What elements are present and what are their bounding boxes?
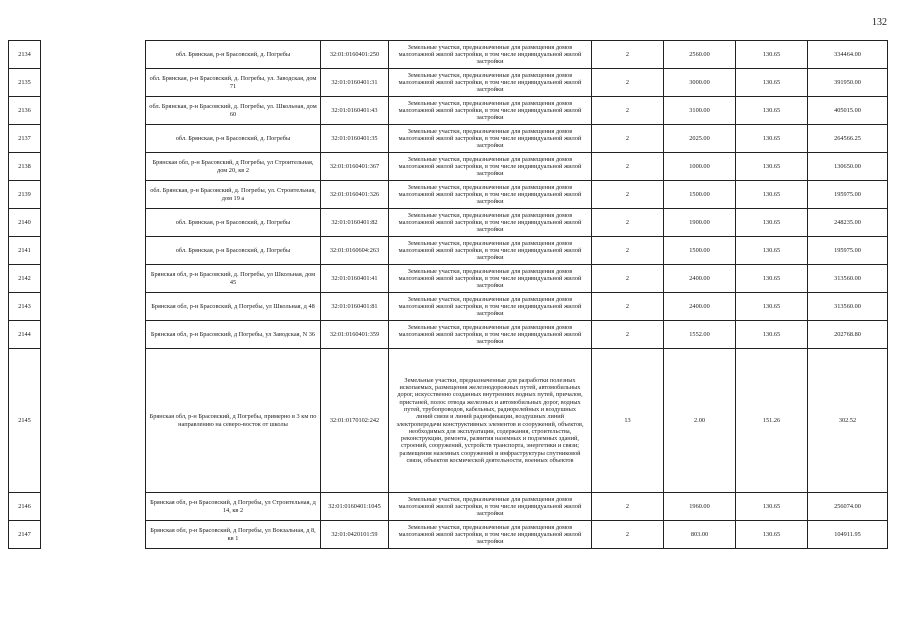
row-cadastral-value: 130650.00 (808, 153, 888, 181)
row-cadastral-value: 264566.25 (808, 125, 888, 153)
row-spacer (41, 41, 146, 69)
row-rate: 130.65 (736, 493, 808, 521)
row-address: обл. Брянская, р-н Брасовский, д. Погребы (146, 209, 321, 237)
row-area: 2025.00 (664, 125, 736, 153)
row-spacer (41, 69, 146, 97)
row-group: 2 (592, 265, 664, 293)
row-number: 2141 (9, 237, 41, 265)
row-group: 2 (592, 97, 664, 125)
row-address: обл. Брянская, р-н Брасовский, д. Погребы, ул. Школьная, дом 60 (146, 97, 321, 125)
row-group: 2 (592, 209, 664, 237)
row-rate: 130.65 (736, 125, 808, 153)
row-spacer (41, 349, 146, 493)
row-land-purpose: Земельные участки, предназначенные для размещения домов малоэтажной жилой застройки, в том числе индивидуальной жилой застройки (389, 209, 592, 237)
table-row (9, 41, 888, 69)
row-cadastral-number: 32:01:0160401:359 (321, 321, 389, 349)
row-group: 2 (592, 237, 664, 265)
row-address: Брянская обл, р-н Брасовский, д Погребы, ул Школьная, д 48 (146, 293, 321, 321)
row-land-purpose: Земельные участки, предназначенные для разработки полезных ископаемых, размещения железнодорожных путей, автомобильных дорог, искусственно созданных внутренних водных путей, причалов, пристаней, полос отвода железных и автомобильных дорог, водных путей, трубопроводов, кабельных, радиорелейных и воздушных линий связи и линий радиофикации, воздушных линий электропередачи конструктивных элементов и сооружений, объектов, необходимых для эксплуатации, содержания, строительства, реконструкции, ремонта, развития наземных и подземных зданий, строений, сооружений, устройств транспорта, энергетики и связи; размещения наземных сооружений и инфраструктуры спутниковой связи, объектов космической деятельности, военных объектов (389, 349, 592, 493)
row-rate: 130.65 (736, 293, 808, 321)
row-cadastral-value: 256074.00 (808, 493, 888, 521)
row-land-purpose: Земельные участки, предназначенные для размещения домов малоэтажной жилой застройки, в том числе индивидуальной жилой застройки (389, 237, 592, 265)
row-area: 1500.00 (664, 237, 736, 265)
row-rate: 130.65 (736, 69, 808, 97)
row-group: 2 (592, 153, 664, 181)
row-cadastral-number: 32:01:0160401:31 (321, 69, 389, 97)
table-row (9, 265, 888, 293)
table-row (9, 97, 888, 125)
row-rate: 151.26 (736, 349, 808, 493)
row-cadastral-number: 32:01:0160401:1045 (321, 493, 389, 521)
row-address: обл. Брянская, р-н Брасовский, д. Погребы (146, 237, 321, 265)
table-row (9, 237, 888, 265)
row-area: 2400.00 (664, 265, 736, 293)
row-land-purpose: Земельные участки, предназначенные для размещения домов малоэтажной жилой застройки, в том числе индивидуальной жилой застройки (389, 493, 592, 521)
row-cadastral-number: 32:01:0160401:81 (321, 293, 389, 321)
page-number: 132 (872, 17, 887, 28)
row-number: 2145 (9, 349, 41, 493)
row-address: Брянская обл, р-н Брасовский, д Погребы, ул Заводская, N 36 (146, 321, 321, 349)
row-land-purpose: Земельные участки, предназначенные для размещения домов малоэтажной жилой застройки, в том числе индивидуальной жилой застройки (389, 69, 592, 97)
row-address: обл. Брянская, р-н Брасовский, д. Погребы (146, 125, 321, 153)
row-group: 2 (592, 181, 664, 209)
row-address: обл. Брянская, р-н Брасовский, д. Погребы (146, 41, 321, 69)
row-spacer (41, 521, 146, 549)
table-row (9, 349, 888, 493)
row-group: 2 (592, 321, 664, 349)
table-row (9, 209, 888, 237)
table-row (9, 181, 888, 209)
row-cadastral-value: 195975.00 (808, 237, 888, 265)
row-number: 2140 (9, 209, 41, 237)
row-number: 2137 (9, 125, 41, 153)
row-number: 2136 (9, 97, 41, 125)
row-spacer (41, 237, 146, 265)
row-rate: 130.65 (736, 265, 808, 293)
row-spacer (41, 97, 146, 125)
row-address: обл. Брянская, р-н Брасовский, д. Погребы, ул. Заводская, дом 71 (146, 69, 321, 97)
row-spacer (41, 321, 146, 349)
row-area: 2560.00 (664, 41, 736, 69)
row-group: 2 (592, 293, 664, 321)
row-land-purpose: Земельные участки, предназначенные для размещения домов малоэтажной жилой застройки, в том числе индивидуальной жилой застройки (389, 97, 592, 125)
row-rate: 130.65 (736, 521, 808, 549)
row-rate: 130.65 (736, 153, 808, 181)
row-land-purpose: Земельные участки, предназначенные для размещения домов малоэтажной жилой застройки, в том числе индивидуальной жилой застройки (389, 153, 592, 181)
row-address: Брянская обл, р-н Брасовский, д Погребы, ул Вокзальная, д 8, кв 1 (146, 521, 321, 549)
row-area: 803.00 (664, 521, 736, 549)
row-address: Брянская обл, р-н Брасовский, д Погребы, ул Строительная, д 14, кв 2 (146, 493, 321, 521)
row-area: 1960.00 (664, 493, 736, 521)
row-number: 2143 (9, 293, 41, 321)
row-number: 2134 (9, 41, 41, 69)
row-number: 2146 (9, 493, 41, 521)
row-cadastral-value: 405015.00 (808, 97, 888, 125)
row-rate: 130.65 (736, 41, 808, 69)
row-land-purpose: Земельные участки, предназначенные для размещения домов малоэтажной жилой застройки, в том числе индивидуальной жилой застройки (389, 181, 592, 209)
row-cadastral-number: 32:01:0160401:250 (321, 41, 389, 69)
row-address: Брянская обл, р-н Брасовский, д. Погребы, ул Школьная, дом 45 (146, 265, 321, 293)
row-rate: 130.65 (736, 97, 808, 125)
table-row (9, 125, 888, 153)
row-cadastral-value: 334464.00 (808, 41, 888, 69)
row-spacer (41, 293, 146, 321)
row-land-purpose: Земельные участки, предназначенные для размещения домов малоэтажной жилой застройки, в том числе индивидуальной жилой застройки (389, 125, 592, 153)
row-area: 2.00 (664, 349, 736, 493)
row-area: 1552.00 (664, 321, 736, 349)
row-rate: 130.65 (736, 237, 808, 265)
row-spacer (41, 265, 146, 293)
row-cadastral-value: 248235.00 (808, 209, 888, 237)
row-group: 2 (592, 69, 664, 97)
row-land-purpose: Земельные участки, предназначенные для размещения домов малоэтажной жилой застройки, в том числе индивидуальной жилой застройки (389, 265, 592, 293)
row-area: 1000.00 (664, 153, 736, 181)
row-group: 13 (592, 349, 664, 493)
row-cadastral-number: 32:01:0160401:43 (321, 97, 389, 125)
row-cadastral-number: 32:01:0160401:35 (321, 125, 389, 153)
row-cadastral-number: 32:01:0420101:59 (321, 521, 389, 549)
row-area: 1900.00 (664, 209, 736, 237)
row-cadastral-value: 313560.00 (808, 265, 888, 293)
row-number: 2138 (9, 153, 41, 181)
row-land-purpose: Земельные участки, предназначенные для размещения домов малоэтажной жилой застройки, в том числе индивидуальной жилой застройки (389, 521, 592, 549)
row-cadastral-number: 32:01:0160401:326 (321, 181, 389, 209)
row-cadastral-value: 195975.00 (808, 181, 888, 209)
row-cadastral-number: 32:01:0170102:242 (321, 349, 389, 493)
row-group: 2 (592, 125, 664, 153)
row-group: 2 (592, 493, 664, 521)
table-row (9, 493, 888, 521)
row-spacer (41, 493, 146, 521)
row-land-purpose: Земельные участки, предназначенные для размещения домов малоэтажной жилой застройки, в том числе индивидуальной жилой застройки (389, 321, 592, 349)
row-cadastral-value: 391950.00 (808, 69, 888, 97)
row-spacer (41, 209, 146, 237)
row-address: Брянская обл, р-н Брасовский, д Погребы, примерно в 3 км по направлению на северо-восток от школы (146, 349, 321, 493)
row-cadastral-value: 302.52 (808, 349, 888, 493)
row-cadastral-value: 104911.95 (808, 521, 888, 549)
row-rate: 130.65 (736, 209, 808, 237)
table-row (9, 293, 888, 321)
table-row (9, 521, 888, 549)
table-row (9, 321, 888, 349)
row-group: 2 (592, 41, 664, 69)
row-cadastral-number: 32:01:0160401:367 (321, 153, 389, 181)
row-cadastral-value: 202768.80 (808, 321, 888, 349)
row-address: Брянская обл, р-н Брасовский, д Погребы, ул Строительная, дом 20, кв 2 (146, 153, 321, 181)
row-number: 2135 (9, 69, 41, 97)
row-rate: 130.65 (736, 321, 808, 349)
row-cadastral-value: 313560.00 (808, 293, 888, 321)
table-row (9, 153, 888, 181)
row-area: 3100.00 (664, 97, 736, 125)
row-area: 2400.00 (664, 293, 736, 321)
row-cadastral-number: 32:01:0160401:82 (321, 209, 389, 237)
row-number: 2144 (9, 321, 41, 349)
row-cadastral-number: 32:01:0160401:41 (321, 265, 389, 293)
row-spacer (41, 181, 146, 209)
row-number: 2139 (9, 181, 41, 209)
row-land-purpose: Земельные участки, предназначенные для размещения домов малоэтажной жилой застройки, в том числе индивидуальной жилой застройки (389, 293, 592, 321)
row-spacer (41, 153, 146, 181)
row-cadastral-number: 32:01:0160604:263 (321, 237, 389, 265)
land-registry-table (8, 40, 888, 549)
row-land-purpose: Земельные участки, предназначенные для размещения домов малоэтажной жилой застройки, в том числе индивидуальной жилой застройки (389, 41, 592, 69)
row-group: 2 (592, 521, 664, 549)
row-number: 2147 (9, 521, 41, 549)
row-rate: 130.65 (736, 181, 808, 209)
row-number: 2142 (9, 265, 41, 293)
row-spacer (41, 125, 146, 153)
row-address: обл. Брянская, р-н Брасовский, д. Погребы, ул. Строительная, дом 19 а (146, 181, 321, 209)
table-row (9, 69, 888, 97)
row-area: 3000.00 (664, 69, 736, 97)
row-area: 1500.00 (664, 181, 736, 209)
